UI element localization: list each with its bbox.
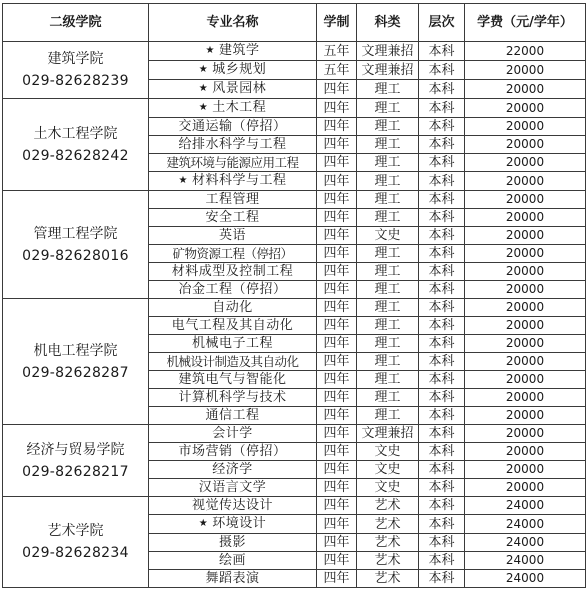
category-cell: 理工 xyxy=(357,118,419,136)
major-cell xyxy=(149,245,317,263)
table-body xyxy=(3,42,586,588)
major-cell xyxy=(149,461,317,479)
major-name: 建筑电气与智能化 xyxy=(178,372,287,387)
major-name: 环境设计 xyxy=(212,516,267,531)
level-cell: 本科 xyxy=(419,461,465,479)
category-cell: 艺术 xyxy=(357,570,419,588)
fee-cell: 22000 xyxy=(465,42,586,61)
years-cell: 四年 xyxy=(317,118,357,136)
category-cell: 艺术 xyxy=(357,497,419,515)
major-cell xyxy=(149,443,317,461)
years-cell: 四年 xyxy=(317,245,357,263)
level-cell: 本科 xyxy=(419,371,465,389)
header-fee: 学费（元/学年） xyxy=(465,4,586,42)
fee-cell: 20000 xyxy=(465,389,586,407)
fee-cell: 20000 xyxy=(465,479,586,497)
category-cell: 理工 xyxy=(357,154,419,172)
major-cell xyxy=(149,118,317,136)
fee-cell: 20000 xyxy=(465,61,586,80)
college-cell xyxy=(3,42,149,99)
table-row xyxy=(3,42,586,61)
major-name: 英语 xyxy=(218,228,246,243)
years-cell: 四年 xyxy=(317,172,357,191)
level-cell: 本科 xyxy=(419,479,465,497)
major-cell xyxy=(149,263,317,281)
category-cell: 理工 xyxy=(357,371,419,389)
category-cell: 理工 xyxy=(357,299,419,317)
major-name: 材料成型及控制工程 xyxy=(171,264,294,279)
major-cell xyxy=(149,99,317,118)
years-cell: 四年 xyxy=(317,570,357,588)
college-cell xyxy=(3,299,149,425)
major-name: 机械设计制造及其自动化 xyxy=(166,354,299,369)
college-cell xyxy=(3,191,149,299)
major-name: 舞蹈表演 xyxy=(205,571,260,586)
level-cell: 本科 xyxy=(419,389,465,407)
years-cell: 四年 xyxy=(317,99,357,118)
major-name: 计算机科学与技术 xyxy=(178,390,287,405)
tuition-table xyxy=(2,3,586,588)
level-cell: 本科 xyxy=(419,42,465,61)
major-name: 材料科学与工程 xyxy=(191,173,287,188)
fee-cell: 20000 xyxy=(465,136,586,154)
star-icon: ★ xyxy=(198,64,209,75)
years-cell: 四年 xyxy=(317,461,357,479)
category-cell: 理工 xyxy=(357,335,419,353)
college-phone: 029-82628287 xyxy=(22,364,129,381)
college-cell xyxy=(3,425,149,497)
major-cell xyxy=(149,209,317,227)
category-cell: 理工 xyxy=(357,80,419,99)
years-cell: 四年 xyxy=(317,389,357,407)
category-cell: 理工 xyxy=(357,136,419,154)
major-cell xyxy=(149,552,317,570)
header-college: 二级学院 xyxy=(3,4,149,42)
fee-cell: 20000 xyxy=(465,191,586,209)
years-cell: 四年 xyxy=(317,515,357,534)
years-cell: 五年 xyxy=(317,61,357,80)
major-name: 会计学 xyxy=(212,426,253,441)
category-cell: 文理兼招 xyxy=(357,61,419,80)
major-name: 机械电子工程 xyxy=(191,336,273,351)
fee-cell: 20000 xyxy=(465,118,586,136)
major-name: 工程管理 xyxy=(205,192,260,207)
fee-cell: 24000 xyxy=(465,515,586,534)
major-name: 视觉传达设计 xyxy=(191,498,273,513)
major-name: 交通运输（停招） xyxy=(178,119,287,134)
star-icon: ★ xyxy=(198,518,209,529)
years-cell: 四年 xyxy=(317,317,357,335)
major-cell xyxy=(149,136,317,154)
table-header xyxy=(3,4,586,42)
major-name: 通信工程 xyxy=(205,408,260,423)
level-cell: 本科 xyxy=(419,136,465,154)
college-phone: 029-82628242 xyxy=(22,147,129,164)
category-cell: 理工 xyxy=(357,209,419,227)
level-cell: 本科 xyxy=(419,425,465,443)
years-cell: 四年 xyxy=(317,191,357,209)
fee-cell: 20000 xyxy=(465,443,586,461)
fee-cell: 20000 xyxy=(465,172,586,191)
level-cell: 本科 xyxy=(419,80,465,99)
major-name: 安全工程 xyxy=(205,210,260,225)
major-name: 风景园林 xyxy=(212,81,267,96)
star-icon: ★ xyxy=(198,102,209,113)
level-cell: 本科 xyxy=(419,443,465,461)
college-name: 土木工程学院 xyxy=(33,125,118,142)
major-name: 给排水科学与工程 xyxy=(178,137,287,152)
fee-cell: 24000 xyxy=(465,552,586,570)
fee-cell: 20000 xyxy=(465,281,586,299)
major-cell xyxy=(149,80,317,99)
major-name: 汉语言文学 xyxy=(198,480,267,495)
star-icon: ★ xyxy=(205,45,215,56)
header-major: 专业名称 xyxy=(149,4,317,42)
level-cell: 本科 xyxy=(419,281,465,299)
major-cell xyxy=(149,479,317,497)
years-cell: 四年 xyxy=(317,425,357,443)
level-cell: 本科 xyxy=(419,263,465,281)
level-cell: 本科 xyxy=(419,407,465,425)
star-icon: ★ xyxy=(198,83,209,94)
years-cell: 四年 xyxy=(317,407,357,425)
header-row xyxy=(3,4,586,42)
major-name: 自动化 xyxy=(212,300,253,315)
level-cell: 本科 xyxy=(419,227,465,245)
major-name: 绘画 xyxy=(218,553,246,568)
major-cell xyxy=(149,172,317,191)
level-cell: 本科 xyxy=(419,245,465,263)
header-level: 层次 xyxy=(419,4,465,42)
category-cell: 艺术 xyxy=(357,515,419,534)
level-cell: 本科 xyxy=(419,209,465,227)
fee-cell: 20000 xyxy=(465,227,586,245)
fee-cell: 24000 xyxy=(465,497,586,515)
header-years: 学制 xyxy=(317,4,357,42)
level-cell: 本科 xyxy=(419,172,465,191)
star-icon: ★ xyxy=(178,175,188,186)
level-cell: 本科 xyxy=(419,353,465,371)
college-name: 建筑学院 xyxy=(47,51,104,67)
years-cell: 四年 xyxy=(317,371,357,389)
major-name: 土木工程 xyxy=(212,100,267,115)
level-cell: 本科 xyxy=(419,299,465,317)
major-cell xyxy=(149,371,317,389)
fee-cell: 20000 xyxy=(465,154,586,172)
years-cell: 四年 xyxy=(317,497,357,515)
major-cell xyxy=(149,497,317,515)
fee-cell: 20000 xyxy=(465,317,586,335)
table-row xyxy=(3,299,586,317)
major-name: 城乡规划 xyxy=(212,62,267,77)
fee-cell: 24000 xyxy=(465,534,586,552)
level-cell: 本科 xyxy=(419,99,465,118)
category-cell: 理工 xyxy=(357,245,419,263)
years-cell: 四年 xyxy=(317,281,357,299)
category-cell: 文史 xyxy=(357,227,419,245)
fee-cell: 20000 xyxy=(465,299,586,317)
level-cell: 本科 xyxy=(419,191,465,209)
years-cell: 四年 xyxy=(317,443,357,461)
college-cell xyxy=(3,99,149,191)
category-cell: 理工 xyxy=(357,353,419,371)
category-cell: 文理兼招 xyxy=(357,425,419,443)
college-name: 经济与贸易学院 xyxy=(26,441,125,458)
category-cell: 理工 xyxy=(357,263,419,281)
major-cell xyxy=(149,353,317,371)
major-name: 冶金工程（停招） xyxy=(178,282,287,297)
table-row xyxy=(3,191,586,209)
category-cell: 理工 xyxy=(357,317,419,335)
fee-cell: 20000 xyxy=(465,353,586,371)
fee-cell: 20000 xyxy=(465,425,586,443)
college-name: 管理工程学院 xyxy=(33,225,118,242)
level-cell: 本科 xyxy=(419,335,465,353)
college-phone: 029-82628234 xyxy=(22,545,129,561)
years-cell: 五年 xyxy=(317,42,357,61)
major-cell xyxy=(149,299,317,317)
major-name: 建筑环境与能源应用工程 xyxy=(166,155,299,170)
college-name: 机电工程学院 xyxy=(33,342,118,359)
major-name: 建筑学 xyxy=(218,43,260,58)
level-cell: 本科 xyxy=(419,534,465,552)
major-cell xyxy=(149,317,317,335)
major-cell xyxy=(149,42,317,61)
category-cell: 文理兼招 xyxy=(357,42,419,61)
table-row xyxy=(3,497,586,515)
college-phone: 029-82628217 xyxy=(22,463,129,480)
major-cell xyxy=(149,227,317,245)
table-row xyxy=(3,425,586,443)
category-cell: 艺术 xyxy=(357,534,419,552)
category-cell: 文史 xyxy=(357,461,419,479)
major-cell xyxy=(149,61,317,80)
college-phone: 029-82628239 xyxy=(22,73,129,89)
college-cell xyxy=(3,497,149,588)
major-cell xyxy=(149,191,317,209)
years-cell: 四年 xyxy=(317,479,357,497)
college-name: 艺术学院 xyxy=(47,523,104,539)
major-cell xyxy=(149,154,317,172)
major-cell xyxy=(149,281,317,299)
years-cell: 四年 xyxy=(317,227,357,245)
category-cell: 理工 xyxy=(357,191,419,209)
fee-cell: 20000 xyxy=(465,245,586,263)
category-cell: 文史 xyxy=(357,443,419,461)
level-cell: 本科 xyxy=(419,570,465,588)
years-cell: 四年 xyxy=(317,209,357,227)
category-cell: 文史 xyxy=(357,479,419,497)
major-name: 电气工程及其自动化 xyxy=(171,318,294,333)
level-cell: 本科 xyxy=(419,118,465,136)
tuition-table-wrapper xyxy=(2,3,585,588)
years-cell: 四年 xyxy=(317,154,357,172)
fee-cell: 20000 xyxy=(465,80,586,99)
major-name: 摄影 xyxy=(218,535,246,550)
category-cell: 理工 xyxy=(357,281,419,299)
level-cell: 本科 xyxy=(419,552,465,570)
years-cell: 四年 xyxy=(317,299,357,317)
years-cell: 四年 xyxy=(317,552,357,570)
major-name: 市场营销（停招） xyxy=(178,444,287,459)
major-cell xyxy=(149,335,317,353)
fee-cell: 20000 xyxy=(465,461,586,479)
college-phone: 029-82628016 xyxy=(22,247,129,264)
years-cell: 四年 xyxy=(317,136,357,154)
years-cell: 四年 xyxy=(317,353,357,371)
major-name: 矿物资源工程（停招） xyxy=(172,246,293,261)
level-cell: 本科 xyxy=(419,497,465,515)
level-cell: 本科 xyxy=(419,317,465,335)
category-cell: 理工 xyxy=(357,389,419,407)
level-cell: 本科 xyxy=(419,515,465,534)
years-cell: 四年 xyxy=(317,335,357,353)
fee-cell: 20000 xyxy=(465,335,586,353)
major-cell xyxy=(149,534,317,552)
years-cell: 四年 xyxy=(317,263,357,281)
level-cell: 本科 xyxy=(419,154,465,172)
fee-cell: 20000 xyxy=(465,371,586,389)
level-cell: 本科 xyxy=(419,61,465,80)
major-cell xyxy=(149,389,317,407)
category-cell: 理工 xyxy=(357,99,419,118)
fee-cell: 20000 xyxy=(465,99,586,118)
fee-cell: 20000 xyxy=(465,209,586,227)
category-cell: 理工 xyxy=(357,407,419,425)
fee-cell: 20000 xyxy=(465,263,586,281)
major-cell xyxy=(149,515,317,534)
category-cell: 艺术 xyxy=(357,552,419,570)
major-cell xyxy=(149,407,317,425)
category-cell: 理工 xyxy=(357,172,419,191)
major-cell xyxy=(149,570,317,588)
fee-cell: 20000 xyxy=(465,407,586,425)
header-category: 科类 xyxy=(357,4,419,42)
major-name: 经济学 xyxy=(212,462,253,477)
fee-cell: 24000 xyxy=(465,570,586,588)
years-cell: 四年 xyxy=(317,80,357,99)
table-row xyxy=(3,99,586,118)
major-cell xyxy=(149,425,317,443)
years-cell: 四年 xyxy=(317,534,357,552)
